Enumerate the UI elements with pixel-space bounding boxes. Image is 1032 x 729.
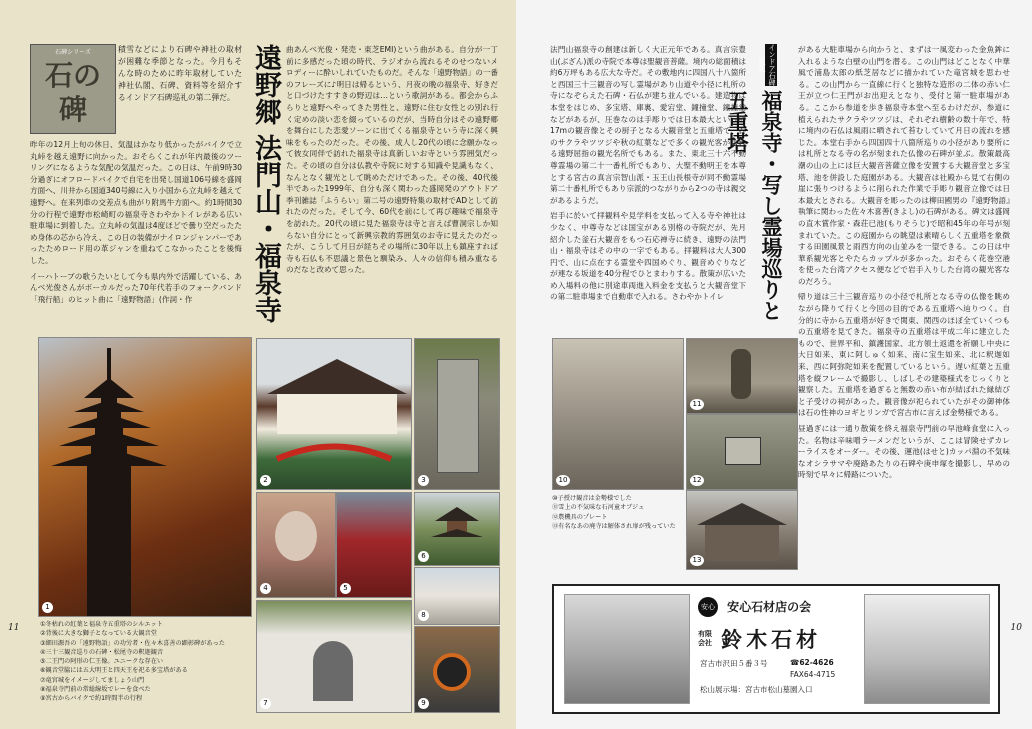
photo-number-3: 3: [418, 475, 429, 486]
photo-number-7: 7: [260, 698, 271, 709]
caption-4: ④三十三観音巡りの石碑・松尾寺の釈迦観音: [40, 648, 164, 656]
caption-1: ①冬枯れの紅葉と福泉寺五重塔のシルエット: [40, 621, 163, 628]
right-paragraph-1: 法門山福泉寺の創建は新しく大正元年である。真言宗豊山(ぶざん)派の寺院で本尊は聖観音菩薩。境内の総面積は約6万坪もある広大な寺だ。その敷地内に四国八十八箇所と西国三十三観音の写し霊場があり山道や小径に札所の寺になぞらえた石碑・石仏が建ち並んでいる。建造物は本堂をはじめ、多宝塔、庫裏、愛宕堂、鐘撞堂、鐘撞堂などがあるが、圧巻なのは手彫りでは日本最大という約17mの観音像とその厨子となる大観音堂と五重塔で、春のサクラやツツジや秋の紅葉などで多くの観光客が訪れる遠野屈指の観光名所でもある。また、東北三十六不動尊霊場の第二十一番札所でもあり、大聖不動明王を本尊とする宮古の真言宗智山派・玉王山長根寺が同不動霊場第二十番札所でもあり宗派的つながりから2つの寺は親交があるようだ。: [550, 45, 746, 205]
caption-12: ⑫農機具のプレート: [552, 513, 608, 521]
left-page-title: 遠野郷 法門山・福泉寺: [250, 44, 281, 324]
caption-2: ②背後に大きな獅子となっている大観音堂: [40, 630, 157, 638]
caption-10: ⑩子授け観音は金勢様でした: [552, 495, 632, 502]
photo-number-1: 1: [42, 602, 53, 613]
ad-company-name: 鈴木石材: [721, 627, 822, 652]
series-label: 石碑シリーズ: [55, 49, 91, 56]
photo-number-2: 2: [260, 475, 271, 486]
left-paragraph-2: 昨年の12月上旬の休日、気温はかなり低かったがバイクで立丸峠を越え遠野に向かった。おそらくこれが年内最後のツーリングになるような気配の気温だった。この日は、午前9時30分過ぎにオフロードバイクで自宅を出発し国道106号線を盛岡方面へ、川井から国道340号線に入り小国から立丸峠を越えて遠野へ。在来列車の交差点も曲がり附馬牛方面へ。約1時間30分の行程で遠野市松崎町の福泉寺さわやかトイレがある広い駐車場に到着した。立丸峠の気温は4度ほどで曇り空だったため身体の芯から冷え、この日の装備がナイロンジャンパーであったためロード用の革ジャンを重ねてこなかったことを後悔した。: [30, 140, 242, 265]
right-column-1: [550, 44, 746, 303]
ad-association-name: 安心石材店の会: [727, 600, 812, 614]
caption-7: ⑦竜宮城をイメージしてましょう山門: [40, 676, 145, 684]
ruin-illustration: [687, 491, 797, 569]
ad-photo-left: [564, 594, 690, 704]
page-number-right: 10: [1010, 623, 1022, 633]
caption-11: ⑪雪上の不気味な石河童オブジェ: [552, 504, 645, 512]
ad-company-type: 有限会社: [698, 630, 712, 647]
photo-2-temple: [256, 338, 412, 490]
photo-9-motorcycle: [414, 626, 500, 713]
gate-arch: [313, 641, 353, 701]
right-page-title: 福泉寺・写し霊場巡りと五重塔: [725, 90, 784, 321]
right-heading-block: [725, 44, 788, 342]
photo-number-8: 8: [418, 610, 429, 621]
gauge-dial: [433, 653, 471, 691]
photo-11-kappa: [686, 338, 798, 414]
right-column-2: [798, 44, 1010, 481]
ad-association-mark: 安心: [698, 597, 718, 617]
left-paragraph-3: イーハトーブの歌うたいとして今も県内外で活躍している、あんべ光俊さんがボーカルだった70年代若手のフォークバンド「飛行船」のヒット曲に「遠野物語」(作詞・作: [30, 271, 242, 304]
caption-8: ⑧福泉寺門前の常総線坂でレーを食べた: [40, 686, 151, 694]
ad-photo-right: [864, 594, 990, 704]
advertisement: [552, 584, 1000, 714]
right-paragraph-5: 昼過ぎには一通り散策を終え福泉寺門前の早池峰食堂に入った。名物は辛味噌ラーメンだというが、ここは冒険せずカレーライスをオーダー。その後、運池(はせと)カッパ淵の不気味なオシラサマや廃路あたりの石碑や庚申塚を撮影し、早めの時刻で早々に帰路についた。: [798, 424, 1010, 480]
ad-company-row: [698, 624, 858, 652]
caption-9: ⑨宮古からバイクで約1時間半の行程: [40, 695, 143, 703]
left-column-2: [286, 44, 498, 276]
series-box-text: 石の碑: [44, 59, 101, 126]
right-page: [516, 0, 1032, 729]
photo-6-tahoto: [414, 492, 500, 566]
photo-7-gate: [256, 600, 412, 713]
photo-number-5: 5: [340, 583, 351, 594]
photo-3-stone-monument: [414, 338, 500, 490]
pagoda-silhouette: [39, 338, 251, 616]
kannon-face: [275, 511, 317, 561]
stone-slab: [437, 359, 479, 473]
temple-illustration: [257, 339, 411, 489]
right-paragraph-4: 帰り道は三十三観音巡りの小径で札所となる寺の仏像を眺めながら降りて行くと今回の目的である五重塔へ辿りつく。自分的に寺から五重塔が好きで関東、関西のほぼ全ていくつもの五重塔を見てきた。福泉寺の五重塔は平成二年に建立したもので、世界平和、鎮護国家、北方領土返還を祈願し中央に大日如来、東に阿しゅく如来、南に宝生如来、北に釈迦如来、西に阿弥陀如来を配置しているという。遅い紅葉と五重塔を縦フレームで撮影し、しばしその建築様式をじっくりと観察した。五重塔を過ぎると無数の赤い布が結ばれた縁結びと子受けの祠があった。観音像が祀られていたがその御神体は石の性神のヨギとリンガで宮古市に言えば金勢様である。: [798, 292, 1010, 418]
right-paragraph-3: がある大駐車場から向かうと、まずは一風変わった金魚鉾に入れるような白壁の山門を潜る。この山門はどことなく中華風で浦島太郎の紙芝居などに描かれていた竜宮城を思わせる。この山門から一直線に行くと独特な造形の二体の赤い仁王が立つ仁王門がお出迎えとなり、受付と第一駐車場がある。ここから参道を歩き福泉寺本堂へ至るわけだが、参道に植えられたサクラやツツジは、それぞれ樹齢の数十年で、特に境内の石仏は風雨に晒されて苔むしていて月日の流れを感じた。本堂右手から四国四十八箇所巡りの小径があり要所には札所となる寺の名が刻まれた仏像の石碑が並ぶ。散策最高潮の山の上には巨大観音菩薩立像を安置する大観音堂と多宝塔、池を併設した庭園がある。大観音は社殿から見て右側の崖に張りつけるように削られた作業で手彫り観音立像では日本最大とされる。大観音を彫ったのは柳田國男の『遠野物語』執筆に関わった佐々木喜善(きよし)の石碑がある。碑文は盛岡の直木賞作家・森荘已池(もりそうじ)で昭和45年の年号が刻まれていた。この庭園からの眺望は素晴らしく五重塔を象徴する田園風景と雨西方向の山並みを一望できる。この日は中華系観光客とやたらカップルが多かった。おそらく花巻空港を使った台湾アクセス便などで岩手入りした台湾の観光客なのだろう。: [798, 45, 1010, 286]
right-captions: [552, 494, 682, 531]
plate-shape: [725, 437, 761, 465]
ad-address: 宮古市沢田５番３号: [700, 659, 768, 668]
photo-number-10: 10: [556, 475, 570, 486]
photo-1-pagoda: [38, 337, 252, 617]
left-captions: [40, 620, 252, 704]
page-number-left: 11: [8, 623, 20, 633]
caption-6: ⑥観音堂脇には五大明王と四天王を祀る多宝塔がある: [40, 667, 188, 675]
right-paragraph-2: 岩手に於いて拝観料や見学料を支払って入る寺や神社は少なく、中尊寺などは国宝がある別格の寺院だが、先月紹介した釜石大観音をもつ石応禅寺に続き、遠野の法門山・福泉寺はその中の一字でもある。拝観料は大人300円で、山に点在する霊堂や四国めぐり、観音めぐりなどが連なる坂道を40分程でひとまわりする。散策が広いため入場料の他に別途車両進入料金を支払うと大観音堂下の第二駐車場まで自動車で入れる。さわやかトイレ: [550, 211, 746, 302]
caption-5: ⑤二王門の阿形の仁王像。ユニークな存在い: [40, 658, 164, 666]
caption-3: ③細田源吾の「遠野物語」の功労者・佐々木喜善の顕彰碑があった: [40, 639, 225, 647]
right-heading-label: インドア石碑巡礼: [758, 44, 776, 86]
photo-8-restaurant: [414, 567, 500, 625]
photo-number-4: 4: [260, 583, 271, 594]
caption-13: ⑬有名なあの廃寺は解体され扉が残っていた: [552, 522, 676, 530]
ad-association-row: [698, 596, 858, 618]
photo-5-nio: [336, 492, 412, 598]
photo-number-6: 6: [418, 551, 429, 562]
photo-number-12: 12: [690, 475, 704, 486]
photo-13-ruined-temple: [686, 490, 798, 570]
left-column-1: [118, 44, 242, 104]
intro-paragraph: 積雪などにより石碑や神社の取材が困難な季節となった。今月もそんな時のために昨年取材していた神社仏閣、石碑、資料等を紹介するインドア石碑巡礼の第二弾だ。: [118, 45, 242, 102]
left-paragraph-4: 曲あんべ光俊・発売・東芝EMI)という曲がある。自分が一丁前に多感だった頃の時代、ラジオから流れるそのせつないメロディーに酔いしれていたものだ。そんな「遠野物語」の一番のフレーズに♪明日は帰るという、月夜の晩の福泉寺、好きだと口づけたすすきの野辺は…という歌詞がある。都会からふらりと遠野へやってきた男性と、遠野に住む女性との別れ行く定めの淡い恋を綴っているのだが、当時自分はその遠野郷を舞台にした恋愛ソーンに出てくる福泉寺という寺に深く興味をもったのだった。その後、成人し20代の頃に念願かなって彼女同伴で訪れた福泉寺は真新しいお寺という雰囲気だった。その頃の自分は仏教や寺院に対する知識や見識もなく、なんとなく観光として眺めただけであった。その後、40代後半であった1999年、自分も深く関わった盛岡発のアウトドア季刊雑誌「ふうらい」第二号の遠野特集の取材でADとして訪れたのだった。そして今、60代を前にして再び趣味で福泉寺を訪れた。20代の頃に見た福泉寺は寺と言えば曹洞宗しか知らない自分にとって新興宗教的雰囲気のお寺に見えたのだったが、こうして月日が経ちその場所に30年以上も鎮座すれば寺も石仏も不思議と景色と馴染み、人々の信仰も積み重なるのだなと改めて思った。: [286, 45, 499, 275]
left-column-1b: [30, 139, 242, 305]
kappa-figure: [731, 349, 751, 399]
series-header: [30, 44, 116, 134]
ad-showroom: 松山展示場：宮古市松山墓園入口: [700, 685, 813, 694]
photo-10-shrine-interior: [552, 338, 684, 490]
photo-number-13: 13: [690, 555, 704, 566]
photo-12-plate: [686, 414, 798, 490]
photo-4-kannon: [256, 492, 336, 598]
ad-tel: ☎62-4626: [790, 658, 834, 667]
ad-fax: FAX64-4715: [790, 670, 836, 679]
photo-number-9: 9: [418, 698, 429, 709]
photo-number-11: 11: [690, 399, 704, 410]
